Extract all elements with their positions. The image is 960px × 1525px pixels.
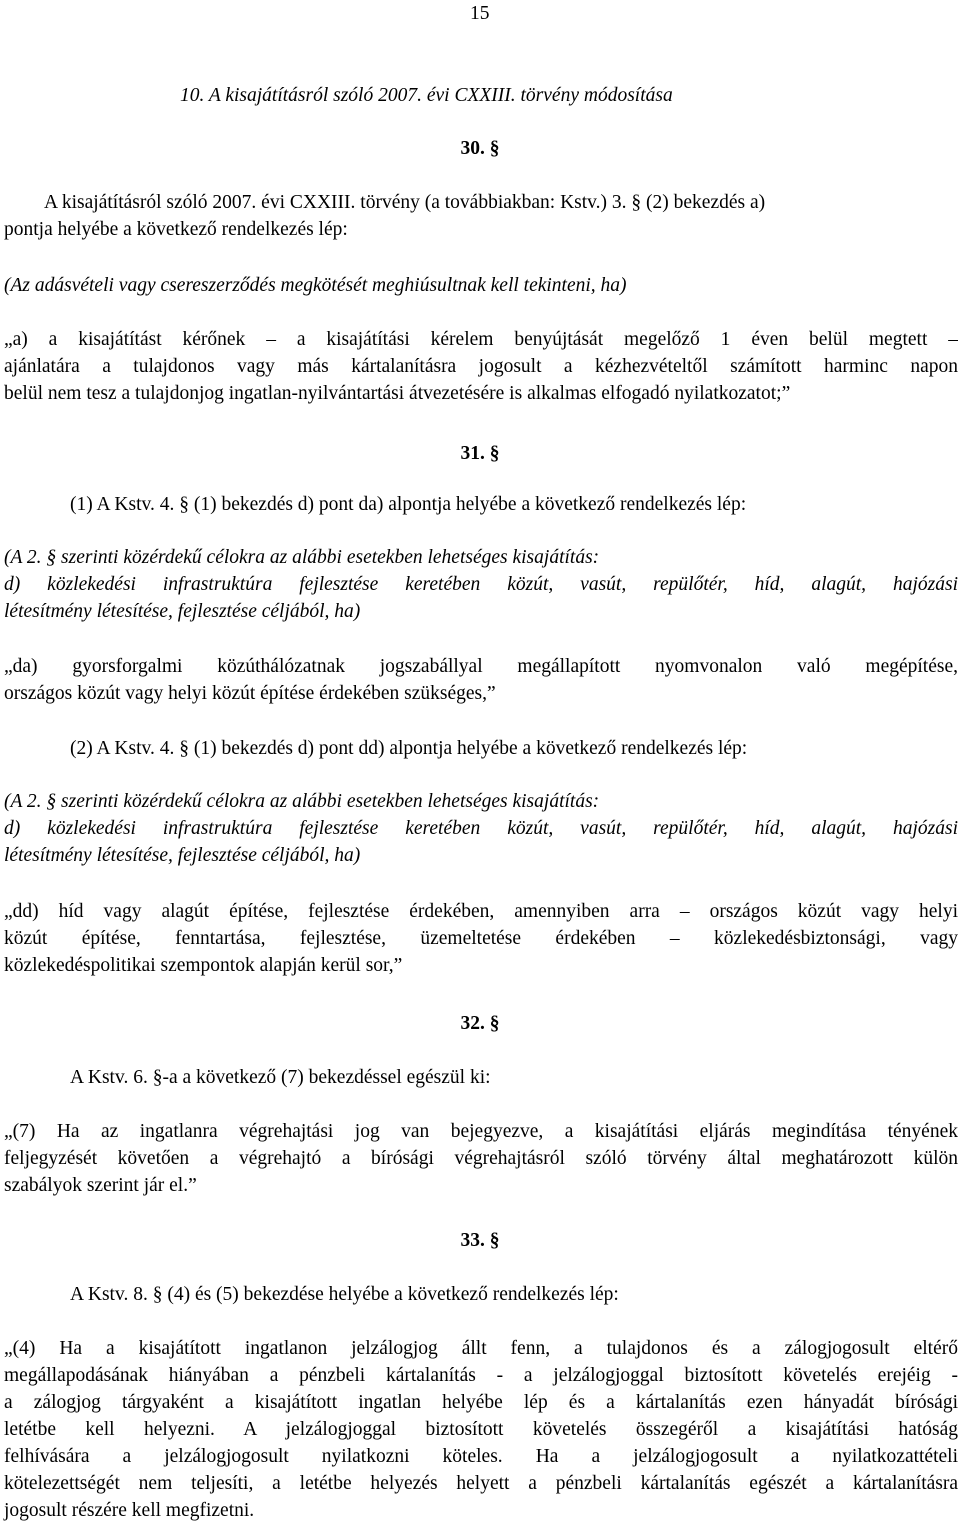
section-31-amendment-2: (2) A Kstv. 4. § (1) bekezdés d) pont dd) alpontja helyébe a következő rendelkezés lép: — [70, 738, 748, 759]
section-31-context-1-line-2: d) közlekedési infrastruktúra fejlesztése keretében közút, vasút, repülőtér, híd, alagút, hajózási — [4, 574, 958, 595]
section-heading-32: 32. § — [460, 1013, 500, 1034]
section-33-quote-line-7: jogosult részére kell megfizetni. — [4, 1500, 255, 1521]
section-33-quote-line-3: a zálogjog tárgyaként a kisajátított ingatlan helyébe lép és a kártalanítás ezen hányadát bírósági — [4, 1392, 958, 1413]
section-32-quote-line-1: „(7) Ha az ingatlanra végrehajtási jog van bejegyezve, a kisajátítási eljárás megindítása tényének — [4, 1121, 958, 1142]
section-32-quote-line-3: szabályok szerint jár el.” — [4, 1175, 197, 1196]
section-33-quote-line-5: felhívására a jelzálogjogosult nyilatkozni köteles. Ha a jelzálogjogosult a nyilatkozattételi — [4, 1446, 958, 1467]
section-33-intro: A Kstv. 8. § (4) és (5) bekezdése helyébe a következő rendelkezés lép: — [70, 1284, 619, 1305]
chapter-title: 10. A kisajátításról szóló 2007. évi CXXIII. törvény módosítása — [180, 85, 673, 106]
section-31-context-1-line-1: (A 2. § szerinti közérdekű célokra az alábbi esetekben lehetséges kisajátítás: — [4, 547, 600, 568]
section-30-quote-line-3: belül nem tesz a tulajdonjog ingatlan-nyilvántartási átvezetésére is alkalmas elfogadó nyilatkozatot;” — [4, 383, 791, 404]
section-31-amendment-1: (1) A Kstv. 4. § (1) bekezdés d) pont da) alpontja helyébe a következő rendelkezés lép: — [70, 494, 747, 515]
section-30-intro-line-2: pontja helyébe a következő rendelkezés lép: — [4, 219, 348, 240]
section-32-intro: A Kstv. 6. §-a a következő (7) bekezdéssel egészül ki: — [70, 1067, 491, 1088]
page-number: 15 — [470, 3, 490, 24]
section-33-quote-line-6: kötelezettségét nem teljesíti, a letétbe helyezés helyett a pénzbeli kártalanítás egészét a kártalanításra — [4, 1473, 958, 1494]
section-30-quote-line-1: „a) a kisajátítást kérőnek – a kisajátítási kérelem benyújtását megelőző 1 éven belül megtett – — [4, 329, 958, 350]
section-30-quote-line-2: ajánlatára a tulajdonos vagy más kártalanításra jogosult a kézhezvételtől számított harminc napon — [4, 356, 958, 377]
section-33-quote-line-2: megállapodásának hiányában a pénzbeli kártalanítás - a jelzálogjoggal biztosított követelés erejéig - — [4, 1365, 958, 1386]
section-heading-31: 31. § — [460, 443, 500, 464]
section-31-quote-1-line-2: országos közút vagy helyi közút építése érdekében szükséges,” — [4, 683, 496, 704]
section-31-context-2-line-2: d) közlekedési infrastruktúra fejlesztése keretében közút, vasút, repülőtér, híd, alagút, hajózási — [4, 818, 958, 839]
section-32-quote-line-2: feljegyzését követően a végrehajtó a bírósági végrehajtásról szóló törvény által meghatározott külön — [4, 1148, 958, 1169]
section-31-quote-2-line-2: közút építése, fenntartása, fejlesztése, üzemeltetése érdekében – közlekedésbiztonsági, vagy — [4, 928, 958, 949]
section-heading-33: 33. § — [460, 1230, 500, 1251]
section-heading-30: 30. § — [460, 138, 500, 159]
section-31-quote-2-line-3: közlekedéspolitikai szempontok alapján kerül sor,” — [4, 955, 403, 976]
section-33-quote-line-4: letétbe kell helyezni. A jelzálogjoggal biztosított követelés összegéről a kisajátítási hatóság — [4, 1419, 958, 1440]
section-31-quote-2-line-1: „dd) híd vagy alagút építése, fejlesztése érdekében, amennyiben arra – országos közút vagy helyi — [4, 901, 958, 922]
section-30-context: (Az adásvételi vagy csereszerződés megkötését meghiúsultnak kell tekinteni, ha) — [4, 275, 627, 296]
section-31-context-2-line-1: (A 2. § szerinti közérdekű célokra az alábbi esetekben lehetséges kisajátítás: — [4, 791, 600, 812]
section-31-quote-1-line-1: „da) gyorsforgalmi közúthálózatnak jogszabállyal megállapított nyomvonalon való megépítése, — [4, 656, 958, 677]
section-33-quote-line-1: „(4) Ha a kisajátított ingatlanon jelzálogjog állt fenn, a tulajdonos és a zálogjogosult eltérő — [4, 1338, 958, 1359]
section-31-context-1-line-3: létesítmény létesítése, fejlesztése céljából, ha) — [4, 601, 361, 622]
section-30-intro-line-1: A kisajátításról szóló 2007. évi CXXIII. törvény (a továbbiakban: Kstv.) 3. § (2) bekezdés a) — [44, 192, 766, 213]
section-31-context-2-line-3: létesítmény létesítése, fejlesztése céljából, ha) — [4, 845, 361, 866]
